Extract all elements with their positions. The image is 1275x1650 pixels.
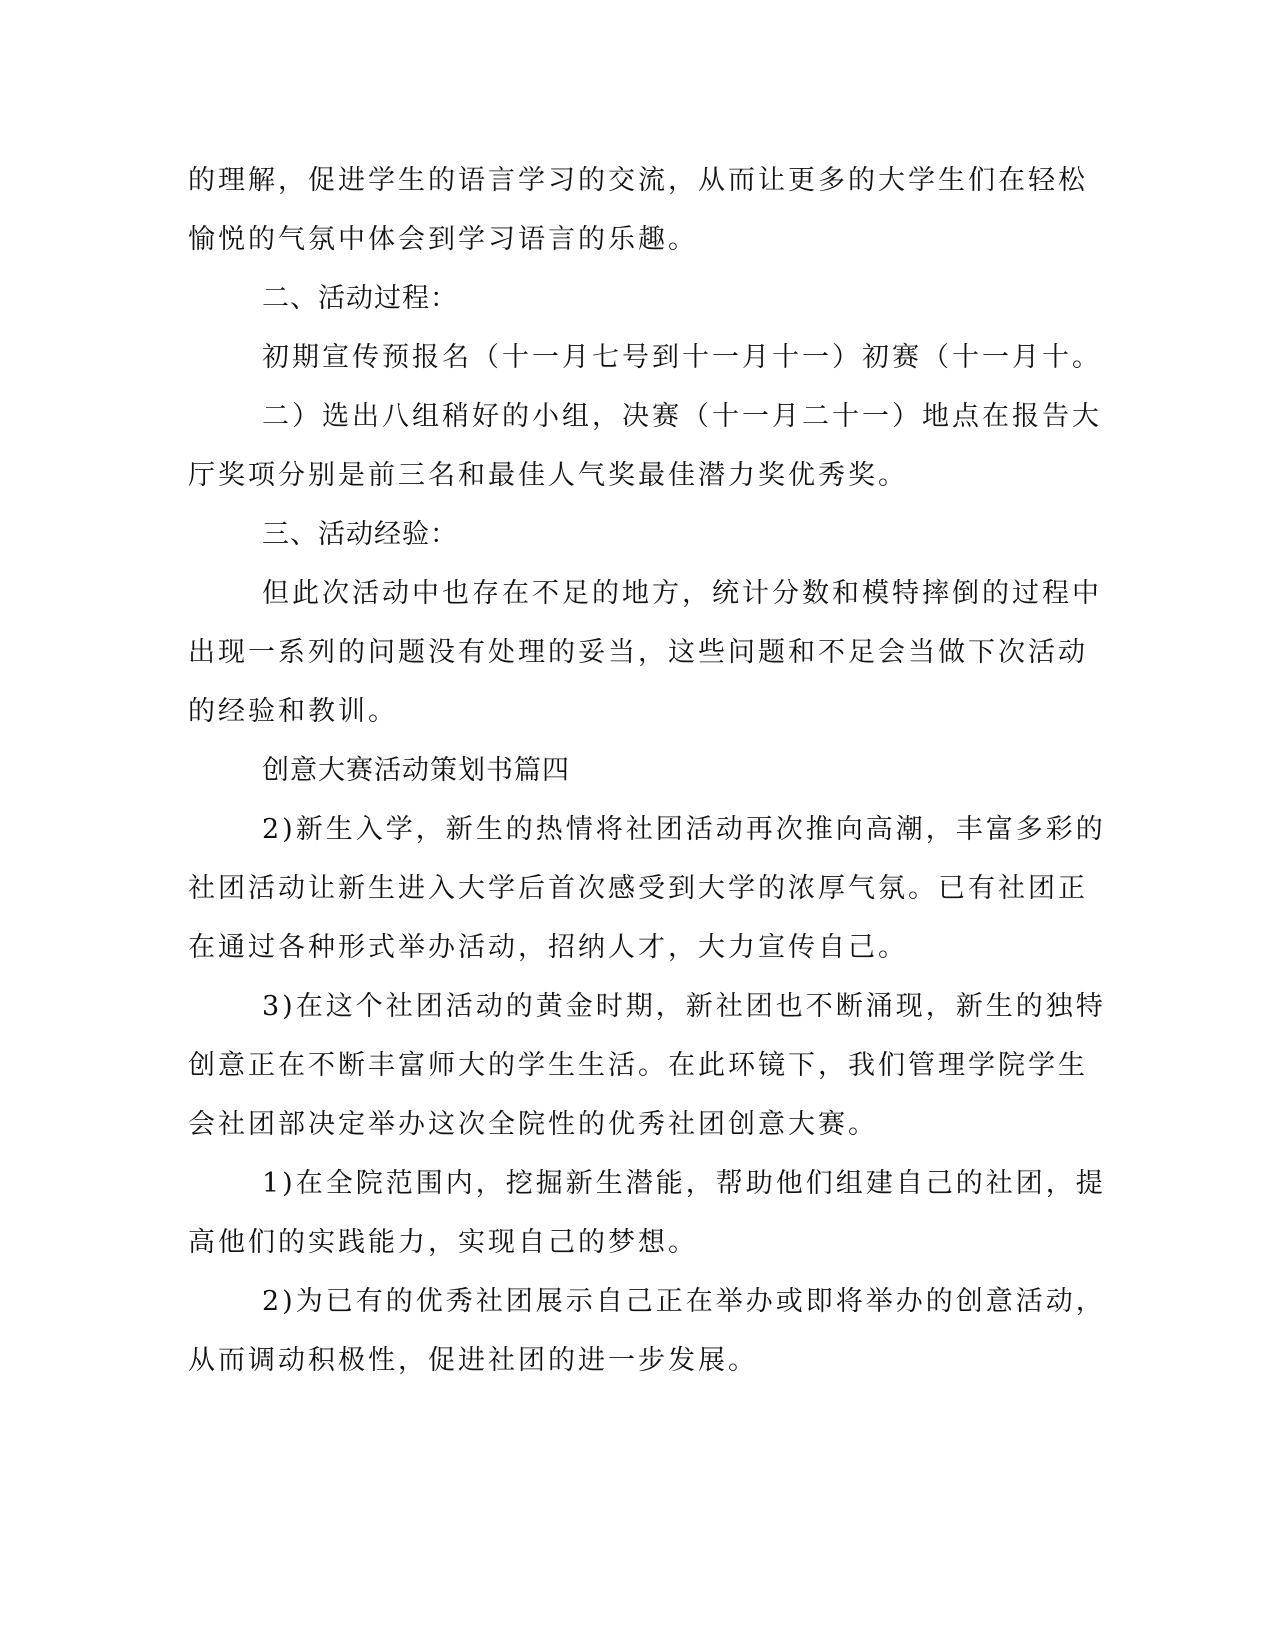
paragraph-line: 创意正在不断丰富师大的学生生活。在此环镜下，我们管理学院学生 bbox=[188, 1050, 1088, 1081]
section-heading: 二、活动过程： bbox=[262, 283, 458, 314]
paragraph-line: 会社团部决定举办这次全院性的优秀社团创意大赛。 bbox=[188, 1109, 878, 1140]
paragraph-line: 高他们的实践能力，实现自己的梦想。 bbox=[188, 1227, 698, 1258]
paragraph-line: 初期宣传预报名（十一月七号到十一月十一）初赛（十一月十。 bbox=[262, 342, 1102, 373]
paragraph-line: 从而调动积极性，促进社团的进一步发展。 bbox=[188, 1345, 758, 1376]
paragraph-line: 社团活动让新生进入大学后首次感受到大学的浓厚气氛。已有社团正 bbox=[188, 873, 1088, 904]
paragraph-line: 的理解，促进学生的语言学习的交流，从而让更多的大学生们在轻松 bbox=[188, 165, 1088, 196]
section-heading: 三、活动经验： bbox=[262, 519, 458, 550]
paragraph-line: 愉悦的气氛中体会到学习语言的乐趣。 bbox=[188, 224, 698, 255]
paragraph-line: 1)在全院范围内，挖掘新生潜能，帮助他们组建自己的社团，提 bbox=[262, 1168, 1106, 1199]
paragraph-line: 二）选出八组稍好的小组，决赛（十一月二十一）地点在报告大 bbox=[262, 401, 1102, 432]
paragraph-line: 在通过各种形式举办活动，招纳人才，大力宣传自己。 bbox=[188, 932, 908, 963]
paragraph-line: 2)为已有的优秀社团展示自己正在举办或即将举办的创意活动， bbox=[262, 1286, 1106, 1317]
paragraph-line: 厅奖项分别是前三名和最佳人气奖最佳潜力奖优秀奖。 bbox=[188, 460, 908, 491]
paragraph-line: 出现一系列的问题没有处理的妥当，这些问题和不足会当做下次活动 bbox=[188, 637, 1088, 668]
paragraph-line: 的经验和教训。 bbox=[188, 696, 398, 727]
paragraph-line: 2)新生入学，新生的热情将社团活动再次推向高潮，丰富多彩的 bbox=[262, 814, 1106, 845]
section-heading: 创意大赛活动策划书篇四 bbox=[262, 755, 570, 786]
paragraph-line: 但此次活动中也存在不足的地方，统计分数和模特摔倒的过程中 bbox=[262, 578, 1102, 609]
paragraph-line: 3)在这个社团活动的黄金时期，新社团也不断涌现，新生的独特 bbox=[262, 991, 1106, 1022]
